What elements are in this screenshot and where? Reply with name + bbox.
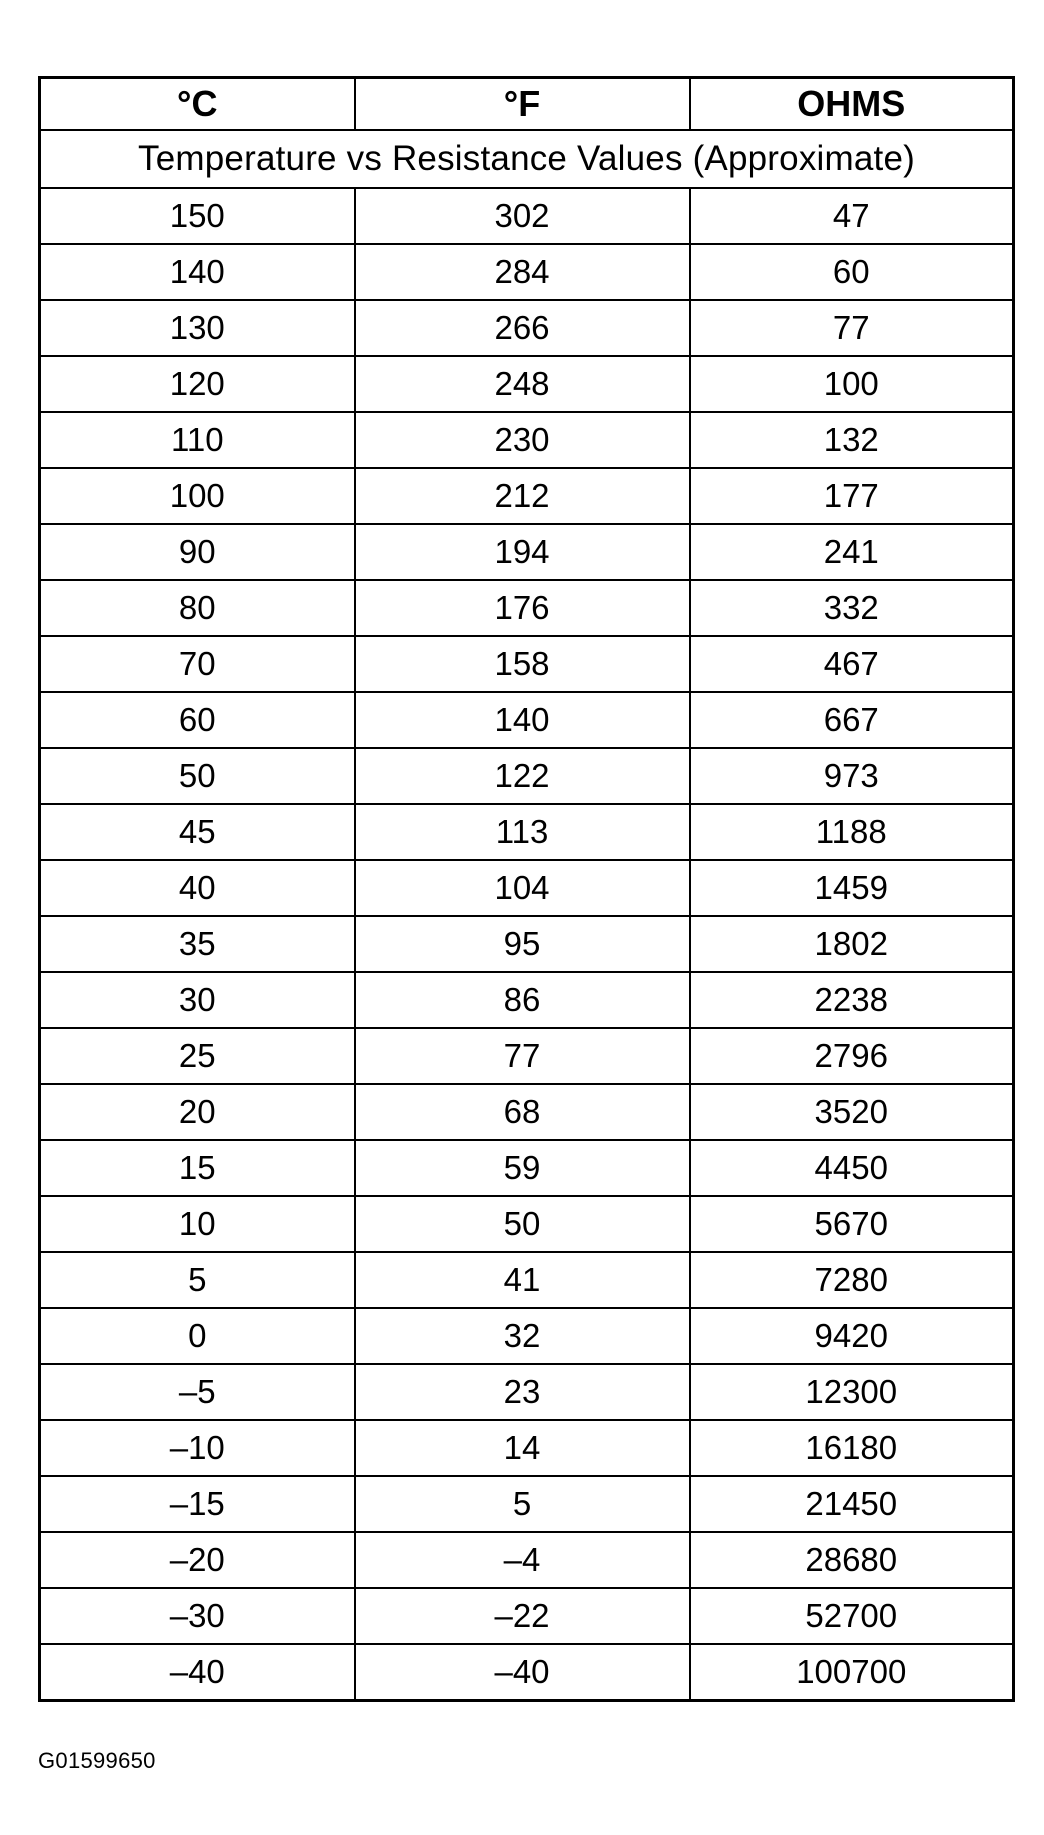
cell-celsius: 150 (40, 188, 355, 244)
cell-fahrenheit: 230 (355, 412, 690, 468)
cell-ohms: 3520 (690, 1084, 1014, 1140)
cell-ohms: 467 (690, 636, 1014, 692)
cell-ohms: 100700 (690, 1644, 1014, 1701)
cell-celsius: 80 (40, 580, 355, 636)
caption-row (40, 130, 1014, 188)
figure-id: G01599650 (38, 1748, 156, 1773)
table-body (40, 188, 1014, 1701)
cell-celsius: 140 (40, 244, 355, 300)
cell-celsius: 35 (40, 916, 355, 972)
cell-celsius: 5 (40, 1252, 355, 1308)
table-row (40, 412, 1014, 468)
header-celsius: °C (40, 78, 355, 131)
cell-fahrenheit: 104 (355, 860, 690, 916)
cell-celsius: 40 (40, 860, 355, 916)
cell-fahrenheit: 113 (355, 804, 690, 860)
cell-celsius: –15 (40, 1476, 355, 1532)
cell-ohms: 1802 (690, 916, 1014, 972)
cell-fahrenheit: 14 (355, 1420, 690, 1476)
cell-ohms: 47 (690, 188, 1014, 244)
table-row (40, 692, 1014, 748)
table-row (40, 188, 1014, 244)
cell-celsius: 15 (40, 1140, 355, 1196)
cell-ohms: 7280 (690, 1252, 1014, 1308)
cell-celsius: 60 (40, 692, 355, 748)
cell-fahrenheit: 302 (355, 188, 690, 244)
cell-fahrenheit: 158 (355, 636, 690, 692)
cell-fahrenheit: 212 (355, 468, 690, 524)
table-row (40, 356, 1014, 412)
cell-ohms: 2796 (690, 1028, 1014, 1084)
cell-celsius: 10 (40, 1196, 355, 1252)
cell-celsius: 20 (40, 1084, 355, 1140)
cell-fahrenheit: 248 (355, 356, 690, 412)
cell-celsius: –5 (40, 1364, 355, 1420)
cell-fahrenheit: 32 (355, 1308, 690, 1364)
cell-celsius: 130 (40, 300, 355, 356)
table-row (40, 1476, 1014, 1532)
cell-celsius: 25 (40, 1028, 355, 1084)
cell-ohms: 4450 (690, 1140, 1014, 1196)
cell-ohms: 16180 (690, 1420, 1014, 1476)
table-row (40, 748, 1014, 804)
cell-fahrenheit: 194 (355, 524, 690, 580)
cell-fahrenheit: 266 (355, 300, 690, 356)
cell-ohms: 1188 (690, 804, 1014, 860)
cell-ohms: 21450 (690, 1476, 1014, 1532)
cell-ohms: 12300 (690, 1364, 1014, 1420)
cell-ohms: 132 (690, 412, 1014, 468)
table-row (40, 580, 1014, 636)
table-row (40, 1588, 1014, 1644)
table-row (40, 524, 1014, 580)
table-row (40, 804, 1014, 860)
cell-fahrenheit: 176 (355, 580, 690, 636)
cell-fahrenheit: 122 (355, 748, 690, 804)
table-row (40, 1252, 1014, 1308)
table-row (40, 972, 1014, 1028)
cell-celsius: 45 (40, 804, 355, 860)
cell-ohms: 77 (690, 300, 1014, 356)
cell-ohms: 973 (690, 748, 1014, 804)
table-row (40, 244, 1014, 300)
temperature-resistance-table (38, 76, 1015, 1702)
table-row (40, 916, 1014, 972)
cell-celsius: –30 (40, 1588, 355, 1644)
table-row (40, 636, 1014, 692)
cell-ohms: 52700 (690, 1588, 1014, 1644)
cell-fahrenheit: –22 (355, 1588, 690, 1644)
cell-ohms: 28680 (690, 1532, 1014, 1588)
header-fahrenheit: °F (355, 78, 690, 131)
cell-ohms: 332 (690, 580, 1014, 636)
cell-fahrenheit: 5 (355, 1476, 690, 1532)
cell-fahrenheit: 59 (355, 1140, 690, 1196)
cell-fahrenheit: 23 (355, 1364, 690, 1420)
table-row (40, 1532, 1014, 1588)
cell-fahrenheit: 77 (355, 1028, 690, 1084)
header-row (40, 78, 1014, 131)
cell-celsius: 120 (40, 356, 355, 412)
cell-fahrenheit: 50 (355, 1196, 690, 1252)
cell-celsius: 70 (40, 636, 355, 692)
cell-celsius: –40 (40, 1644, 355, 1701)
cell-celsius: –10 (40, 1420, 355, 1476)
cell-celsius: 100 (40, 468, 355, 524)
cell-fahrenheit: –4 (355, 1532, 690, 1588)
cell-celsius: 30 (40, 972, 355, 1028)
cell-ohms: 9420 (690, 1308, 1014, 1364)
cell-celsius: 110 (40, 412, 355, 468)
table-row (40, 860, 1014, 916)
table-row (40, 1140, 1014, 1196)
table-row (40, 1420, 1014, 1476)
header-ohms: OHMS (690, 78, 1014, 131)
table-row (40, 1644, 1014, 1701)
cell-fahrenheit: 68 (355, 1084, 690, 1140)
cell-fahrenheit: –40 (355, 1644, 690, 1701)
table-row (40, 300, 1014, 356)
table-caption: Temperature vs Resistance Values (Approximate) (40, 130, 1014, 188)
cell-ohms: 667 (690, 692, 1014, 748)
cell-ohms: 177 (690, 468, 1014, 524)
table-row (40, 1084, 1014, 1140)
cell-ohms: 1459 (690, 860, 1014, 916)
cell-celsius: –20 (40, 1532, 355, 1588)
table-row (40, 1028, 1014, 1084)
cell-ohms: 241 (690, 524, 1014, 580)
table-row (40, 1364, 1014, 1420)
table-row (40, 1196, 1014, 1252)
cell-ohms: 60 (690, 244, 1014, 300)
cell-ohms: 2238 (690, 972, 1014, 1028)
cell-celsius: 0 (40, 1308, 355, 1364)
cell-fahrenheit: 284 (355, 244, 690, 300)
cell-fahrenheit: 140 (355, 692, 690, 748)
table-row (40, 1308, 1014, 1364)
cell-celsius: 90 (40, 524, 355, 580)
temperature-resistance-table-container (38, 76, 1012, 1702)
cell-fahrenheit: 41 (355, 1252, 690, 1308)
cell-fahrenheit: 95 (355, 916, 690, 972)
cell-celsius: 50 (40, 748, 355, 804)
cell-fahrenheit: 86 (355, 972, 690, 1028)
cell-ohms: 100 (690, 356, 1014, 412)
cell-ohms: 5670 (690, 1196, 1014, 1252)
table-row (40, 468, 1014, 524)
